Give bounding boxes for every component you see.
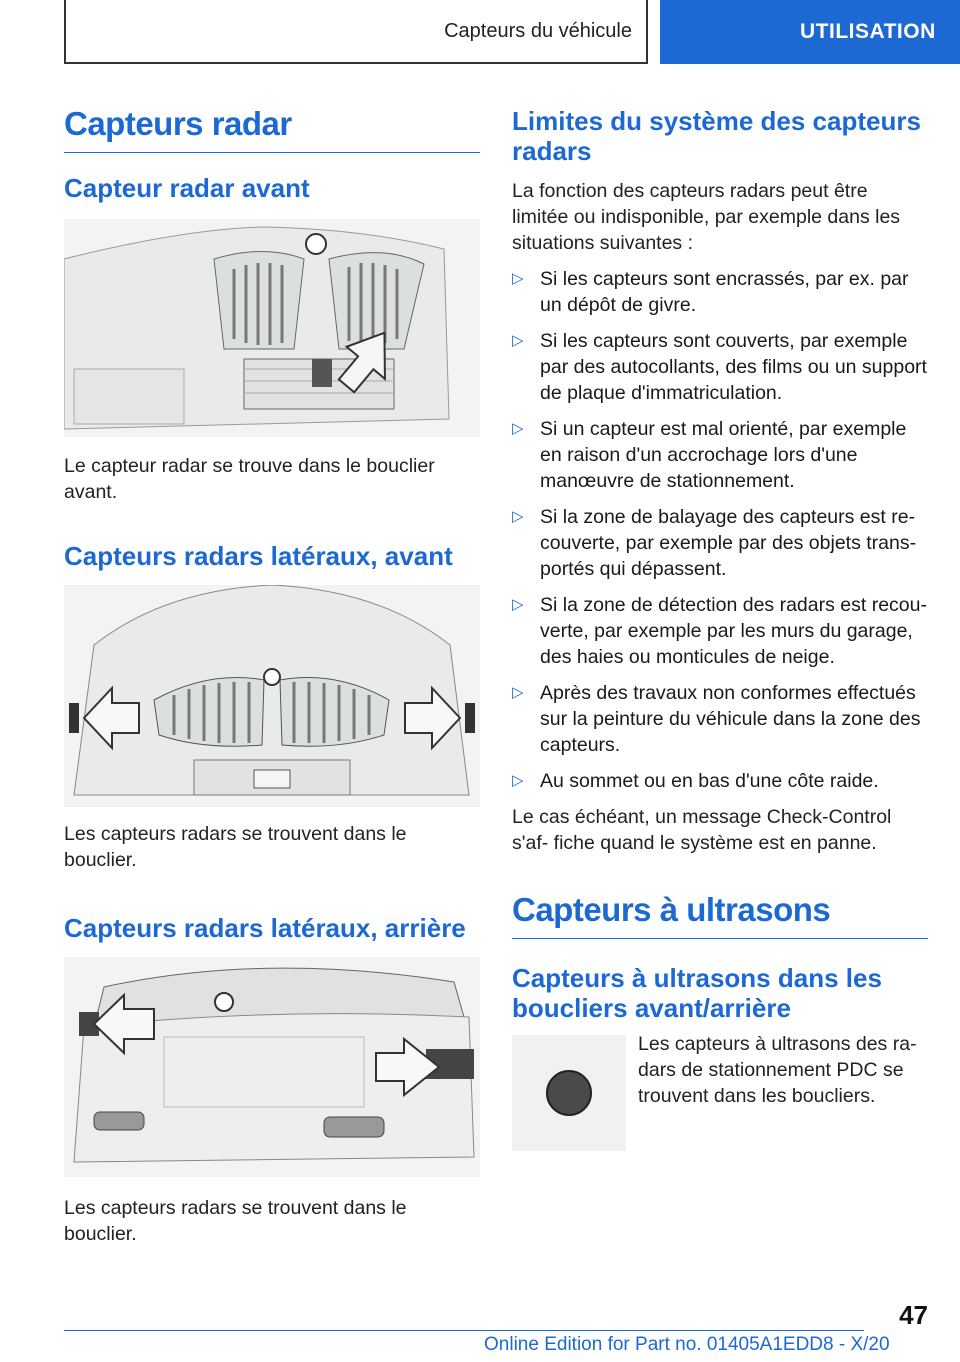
header-section-title: Capteurs du véhicule: [444, 19, 632, 42]
caption-front-radar: Le capteur radar se trouve dans le bouclier avant.: [64, 455, 435, 503]
list-item: ▷ Si la zone de balayage des capteurs est re- couverte, par exemple par des objets trans- portés qui dépassent.: [512, 506, 917, 580]
list-item: ▷ Si un capteur est mal orienté, par exemple en raison d'un accrochage lors d'une manœuvre de stationnement.: [512, 418, 907, 492]
list-item: ▷ Après des travaux non conformes effectués sur la peinture du véhicule dans la zone des capteurs.: [512, 682, 921, 756]
list-item: ▷ Au sommet ou en bas d'une côte raide.: [512, 770, 879, 792]
page-number: 47: [899, 1300, 928, 1330]
caption-side-front-radar: Les capteurs radars se trouvent dans le bouclier.: [64, 823, 407, 871]
limits-outro: Le cas échéant, un message Check-Control s'af- fiche quand le système est en panne.: [512, 806, 892, 854]
limits-list: [512, 266, 928, 794]
triangle-bullet-icon: ▷: [512, 596, 524, 613]
side-rear-radar-illustration: [64, 957, 480, 1177]
heading-front-radar: Capteur radar avant: [64, 173, 310, 203]
left-column: [64, 96, 480, 1247]
header-chapter: [660, 0, 960, 64]
ultrasonic-block: [512, 1035, 928, 1151]
front-radar-illustration: [64, 219, 480, 437]
triangle-bullet-icon: ▷: [512, 332, 524, 349]
heading-system-limits: Limites du système des capteurs radars: [512, 106, 921, 166]
side-front-radar-illustration: [64, 585, 480, 807]
triangle-bullet-icon: ▷: [512, 508, 524, 525]
ultrasonic-sensor-illustration: [512, 1035, 626, 1151]
list-item: ▷ Si les capteurs sont couverts, par exemple par des autocollants, des films ou un support de plaque d'immatriculation.: [512, 330, 927, 404]
triangle-bullet-icon: ▷: [512, 270, 524, 287]
header-section: [64, 0, 648, 64]
heading-side-rear-radar: Capteurs radars latéraux, arrière: [64, 913, 466, 943]
list-item: ▷ Si les capteurs sont encrassés, par ex. par un dépôt de givre.: [512, 268, 909, 316]
footer-divider: [64, 1330, 864, 1331]
title-ultrasonic-sensors: Capteurs à ultrasons: [512, 882, 928, 939]
caption-side-rear-radar: Les capteurs radars se trouvent dans le bouclier.: [64, 1197, 407, 1245]
ultrasonic-text: Les capteurs à ultrasons des ra- dars de stationnement PDC se trouvent dans les boucliers.: [638, 1033, 917, 1107]
footer-edition: Online Edition for Part no. 01405A1EDD8 - X/20: [484, 1334, 890, 1355]
list-item: ▷ Si la zone de détection des radars est recou- verte, par exemple par les murs du garage, des haies ou monticules de neige.: [512, 594, 927, 668]
sensor-disc-icon: [539, 1063, 599, 1123]
right-column: [512, 96, 928, 1151]
title-radar-sensors: Capteurs radar: [64, 96, 480, 153]
limits-intro: La fonction des capteurs radars peut être limitée ou indisponible, par exemple dans les situations suivantes :: [512, 180, 901, 254]
triangle-bullet-icon: ▷: [512, 684, 524, 701]
header-chapter-title: UTILISATION: [800, 20, 936, 43]
heading-side-front-radar: Capteurs radars latéraux, avant: [64, 541, 453, 571]
triangle-bullet-icon: ▷: [512, 772, 524, 789]
triangle-bullet-icon: ▷: [512, 420, 524, 437]
heading-ultrasonic-bumpers: Capteurs à ultrasons dans les boucliers avant/arrière: [512, 963, 882, 1023]
